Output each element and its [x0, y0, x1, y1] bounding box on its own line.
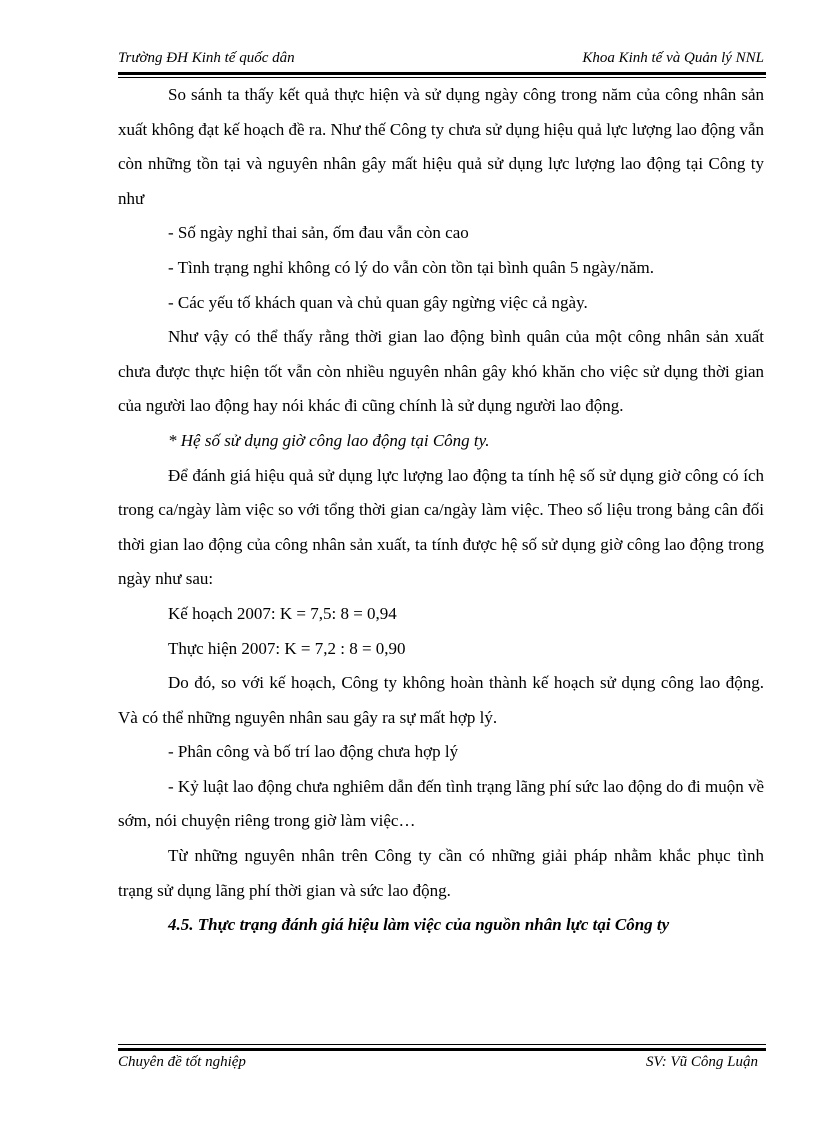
section-heading-4-5: 4.5. Thực trạng đánh giá hiệu làm việc của nguồn nhân lực tại Công ty — [168, 915, 670, 935]
bullet-work-stoppage: - Các yếu tố khách quan và chủ quan gây ngừng việc cả ngày. — [168, 292, 588, 312]
footer-rule-thin — [118, 1044, 766, 1045]
paragraph-efficiency: Để đánh giá hiệu quả sử dụng lực lượng lao động ta tính hệ số sử dụng giờ công có ích trong ca/ngày làm việc so với tổng thời gian ca/ngày làm việc. Theo số liệu trong bảng cân đối thời gian lao động của công nhân sản xuất, ta tính được hệ số sử dụng giờ công lao động trong ngày như sau: — [118, 465, 764, 589]
paragraph-working-time: Như vậy có thể thấy rằng thời gian lao động bình quân của một công nhân sản xuất chưa được thực hiện tốt vẫn còn nhiều nguyên nhân gây khó khăn cho việc sử dụng thời gian của người lao động hay nói khác đi cũng chính là sử dụng người lao động. — [118, 327, 764, 416]
bullet-assignment: - Phân công và bố trí lao động chưa hợp lý — [168, 742, 459, 762]
footer-student-name: SV: Vũ Công Luận — [646, 1054, 758, 1070]
formula-actual-2007: Thực hiện 2007: K = 7,2 : 8 = 0,90 — [168, 638, 406, 658]
paragraph-comparison: So sánh ta thấy kết quả thực hiện và sử dụng ngày công trong năm của công nhân sản xuất không đạt kế hoạch đề ra. Như thế Công ty chưa sử dụng hiệu quả lực lượng lao động vẫn còn những tồn tại và nguyên nhân gây mất hiệu quả sử dụng lực lượng lao động tại Công ty như — [118, 85, 764, 208]
header-rule-thick — [118, 72, 766, 75]
formula-plan-2007: Kế hoạch 2007: K = 7,5: 8 = 0,94 — [168, 603, 397, 623]
footer-rule-thick — [118, 1048, 766, 1051]
header-university: Trường ĐH Kinh tế quốc dân — [118, 50, 295, 66]
footer-thesis-label: Chuyên đề tốt nghiệp — [118, 1054, 246, 1070]
page-footer — [118, 1054, 758, 1076]
bullet-maternity-sick-leave: - Số ngày nghỉ thai sản, ốm đau vẫn còn cao — [168, 223, 469, 243]
page-body — [118, 78, 764, 943]
header-faculty: Khoa Kinh tế và Quản lý NNL — [582, 50, 764, 66]
paragraph-conclusion: Do đó, so với kế hoạch, Công ty không hoàn thành kế hoạch sử dụng công lao động. Và có thể những nguyên nhân sau gây ra sự mất hợp lý. — [118, 673, 764, 727]
paragraph-solutions: Từ những nguyên nhân trên Công ty cần có những giải pháp nhằm khắc phục tình trạng sử dụng lãng phí thời gian và sức lao động. — [118, 846, 764, 900]
subheading-hour-utilization: * Hệ số sử dụng giờ công lao động tại Công ty. — [168, 430, 490, 450]
page-header — [118, 50, 764, 72]
bullet-discipline: - Kỷ luật lao động chưa nghiêm dẫn đến tình trạng lãng phí sức lao động do đi muộn về sớm, nói chuyện riêng trong giờ làm việc… — [118, 776, 764, 831]
bullet-unexcused-absence: - Tình trạng nghỉ không có lý do vẫn còn tồn tại bình quân 5 ngày/năm. — [168, 257, 654, 277]
